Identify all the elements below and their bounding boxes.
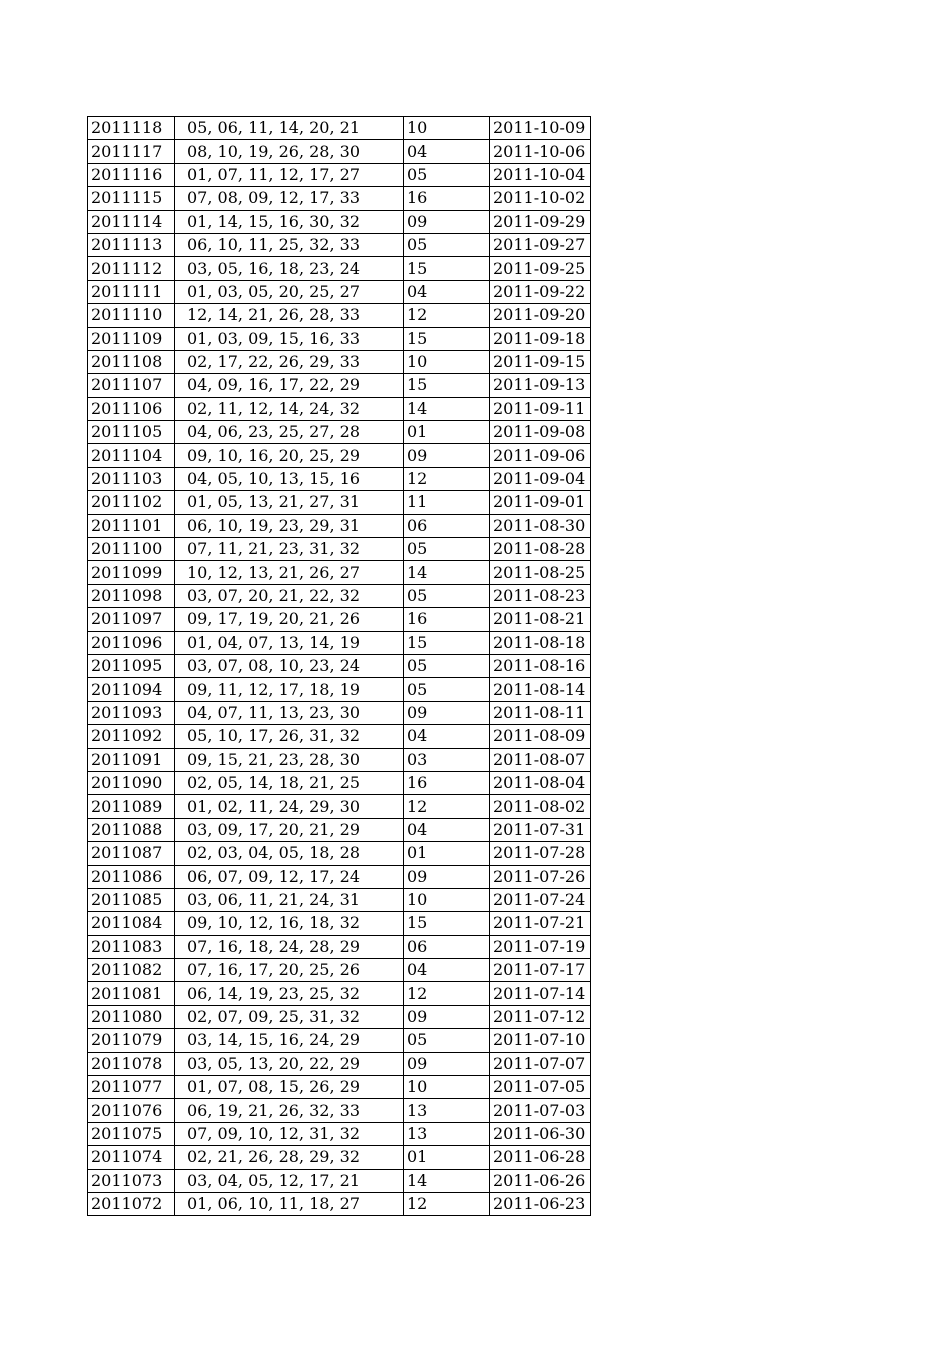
special-number-cell: 13	[404, 1122, 490, 1145]
special-number-cell: 09	[404, 865, 490, 888]
special-number-cell: 10	[404, 1076, 490, 1099]
issue-number-cell: 2011108	[88, 350, 175, 373]
winning-numbers-cell: 02, 03, 04, 05, 18, 28	[175, 842, 404, 865]
issue-number-cell: 2011110	[88, 304, 175, 327]
table-row	[88, 374, 591, 397]
draw-date-cell: 2011-09-27	[490, 233, 591, 256]
issue-number-cell: 2011085	[88, 888, 175, 911]
table-row	[88, 771, 591, 794]
winning-numbers-cell: 04, 06, 23, 25, 27, 28	[175, 421, 404, 444]
draw-date-cell: 2011-07-26	[490, 865, 591, 888]
winning-numbers-cell: 09, 10, 12, 16, 18, 32	[175, 912, 404, 935]
table-row	[88, 280, 591, 303]
draw-date-cell: 2011-09-11	[490, 397, 591, 420]
draw-date-cell: 2011-08-23	[490, 584, 591, 607]
winning-numbers-cell: 07, 09, 10, 12, 31, 32	[175, 1122, 404, 1145]
winning-numbers-cell: 10, 12, 13, 21, 26, 27	[175, 561, 404, 584]
draw-date-cell: 2011-06-26	[490, 1169, 591, 1192]
winning-numbers-cell: 05, 06, 11, 14, 20, 21	[175, 117, 404, 140]
draw-date-cell: 2011-10-09	[490, 117, 591, 140]
winning-numbers-cell: 03, 05, 16, 18, 23, 24	[175, 257, 404, 280]
issue-number-cell: 2011100	[88, 538, 175, 561]
table-row	[88, 912, 591, 935]
table-row	[88, 538, 591, 561]
draw-date-cell: 2011-07-21	[490, 912, 591, 935]
issue-number-cell: 2011116	[88, 163, 175, 186]
winning-numbers-cell: 02, 05, 14, 18, 21, 25	[175, 771, 404, 794]
table-row	[88, 725, 591, 748]
special-number-cell: 12	[404, 467, 490, 490]
special-number-cell: 16	[404, 187, 490, 210]
issue-number-cell: 2011112	[88, 257, 175, 280]
special-number-cell: 16	[404, 771, 490, 794]
draw-date-cell: 2011-08-28	[490, 538, 591, 561]
table-row	[88, 561, 591, 584]
issue-number-cell: 2011118	[88, 117, 175, 140]
winning-numbers-cell: 01, 02, 11, 24, 29, 30	[175, 795, 404, 818]
table-row	[88, 117, 591, 140]
winning-numbers-cell: 06, 10, 11, 25, 32, 33	[175, 233, 404, 256]
issue-number-cell: 2011103	[88, 467, 175, 490]
special-number-cell: 03	[404, 748, 490, 771]
table-row	[88, 748, 591, 771]
draw-date-cell: 2011-09-13	[490, 374, 591, 397]
winning-numbers-cell: 01, 06, 10, 11, 18, 27	[175, 1192, 404, 1215]
winning-numbers-cell: 03, 07, 08, 10, 23, 24	[175, 654, 404, 677]
draw-date-cell: 2011-10-06	[490, 140, 591, 163]
table-row	[88, 1005, 591, 1028]
special-number-cell: 06	[404, 514, 490, 537]
draw-date-cell: 2011-07-12	[490, 1005, 591, 1028]
table-row	[88, 397, 591, 420]
table-row	[88, 654, 591, 677]
issue-number-cell: 2011089	[88, 795, 175, 818]
winning-numbers-cell: 09, 17, 19, 20, 21, 26	[175, 608, 404, 631]
draw-date-cell: 2011-07-17	[490, 959, 591, 982]
special-number-cell: 09	[404, 1052, 490, 1075]
special-number-cell: 09	[404, 210, 490, 233]
issue-number-cell: 2011091	[88, 748, 175, 771]
special-number-cell: 14	[404, 397, 490, 420]
table-row	[88, 140, 591, 163]
winning-numbers-cell: 04, 05, 10, 13, 15, 16	[175, 467, 404, 490]
table-row	[88, 210, 591, 233]
special-number-cell: 10	[404, 117, 490, 140]
special-number-cell: 09	[404, 701, 490, 724]
issue-number-cell: 2011101	[88, 514, 175, 537]
issue-number-cell: 2011105	[88, 421, 175, 444]
issue-number-cell: 2011107	[88, 374, 175, 397]
winning-numbers-cell: 04, 07, 11, 13, 23, 30	[175, 701, 404, 724]
table-row	[88, 935, 591, 958]
draw-date-cell: 2011-08-18	[490, 631, 591, 654]
special-number-cell: 01	[404, 1146, 490, 1169]
issue-number-cell: 2011093	[88, 701, 175, 724]
special-number-cell: 12	[404, 1192, 490, 1215]
table-row	[88, 1029, 591, 1052]
special-number-cell: 10	[404, 350, 490, 373]
table-row	[88, 608, 591, 631]
winning-numbers-cell: 09, 10, 16, 20, 25, 29	[175, 444, 404, 467]
table-row	[88, 584, 591, 607]
special-number-cell: 14	[404, 561, 490, 584]
special-number-cell: 10	[404, 888, 490, 911]
table-row	[88, 1169, 591, 1192]
table-row	[88, 1192, 591, 1215]
issue-number-cell: 2011090	[88, 771, 175, 794]
issue-number-cell: 2011113	[88, 233, 175, 256]
issue-number-cell: 2011087	[88, 842, 175, 865]
special-number-cell: 01	[404, 421, 490, 444]
issue-number-cell: 2011117	[88, 140, 175, 163]
draw-date-cell: 2011-08-07	[490, 748, 591, 771]
issue-number-cell: 2011099	[88, 561, 175, 584]
issue-number-cell: 2011078	[88, 1052, 175, 1075]
table-row	[88, 304, 591, 327]
draw-date-cell: 2011-09-04	[490, 467, 591, 490]
draw-date-cell: 2011-09-01	[490, 491, 591, 514]
draw-date-cell: 2011-07-10	[490, 1029, 591, 1052]
table-row	[88, 1146, 591, 1169]
special-number-cell: 16	[404, 608, 490, 631]
table-row	[88, 1076, 591, 1099]
issue-number-cell: 2011076	[88, 1099, 175, 1122]
winning-numbers-cell: 01, 07, 11, 12, 17, 27	[175, 163, 404, 186]
table-row	[88, 795, 591, 818]
table-row	[88, 678, 591, 701]
issue-number-cell: 2011104	[88, 444, 175, 467]
issue-number-cell: 2011097	[88, 608, 175, 631]
special-number-cell: 15	[404, 912, 490, 935]
table-row	[88, 421, 591, 444]
issue-number-cell: 2011092	[88, 725, 175, 748]
issue-number-cell: 2011084	[88, 912, 175, 935]
draw-date-cell: 2011-09-15	[490, 350, 591, 373]
draw-date-cell: 2011-07-07	[490, 1052, 591, 1075]
winning-numbers-cell: 07, 16, 17, 20, 25, 26	[175, 959, 404, 982]
issue-number-cell: 2011088	[88, 818, 175, 841]
special-number-cell: 04	[404, 725, 490, 748]
draw-date-cell: 2011-10-02	[490, 187, 591, 210]
special-number-cell: 15	[404, 327, 490, 350]
draw-date-cell: 2011-08-14	[490, 678, 591, 701]
winning-numbers-cell: 03, 07, 20, 21, 22, 32	[175, 584, 404, 607]
draw-results-table	[87, 116, 591, 1216]
draw-date-cell: 2011-06-28	[490, 1146, 591, 1169]
draw-date-cell: 2011-09-29	[490, 210, 591, 233]
table-row	[88, 187, 591, 210]
winning-numbers-cell: 03, 06, 11, 21, 24, 31	[175, 888, 404, 911]
draw-date-cell: 2011-07-19	[490, 935, 591, 958]
special-number-cell: 04	[404, 140, 490, 163]
winning-numbers-cell: 06, 10, 19, 23, 29, 31	[175, 514, 404, 537]
winning-numbers-cell: 01, 04, 07, 13, 14, 19	[175, 631, 404, 654]
winning-numbers-cell: 07, 11, 21, 23, 31, 32	[175, 538, 404, 561]
winning-numbers-cell: 03, 05, 13, 20, 22, 29	[175, 1052, 404, 1075]
winning-numbers-cell: 09, 15, 21, 23, 28, 30	[175, 748, 404, 771]
issue-number-cell: 2011072	[88, 1192, 175, 1215]
issue-number-cell: 2011095	[88, 654, 175, 677]
winning-numbers-cell: 08, 10, 19, 26, 28, 30	[175, 140, 404, 163]
special-number-cell: 05	[404, 678, 490, 701]
winning-numbers-cell: 01, 14, 15, 16, 30, 32	[175, 210, 404, 233]
issue-number-cell: 2011115	[88, 187, 175, 210]
draw-date-cell: 2011-09-08	[490, 421, 591, 444]
issue-number-cell: 2011086	[88, 865, 175, 888]
draw-date-cell: 2011-07-31	[490, 818, 591, 841]
draw-date-cell: 2011-09-25	[490, 257, 591, 280]
issue-number-cell: 2011080	[88, 1005, 175, 1028]
draw-date-cell: 2011-08-04	[490, 771, 591, 794]
winning-numbers-cell: 06, 07, 09, 12, 17, 24	[175, 865, 404, 888]
winning-numbers-cell: 07, 08, 09, 12, 17, 33	[175, 187, 404, 210]
special-number-cell: 05	[404, 538, 490, 561]
draw-date-cell: 2011-07-03	[490, 1099, 591, 1122]
issue-number-cell: 2011096	[88, 631, 175, 654]
issue-number-cell: 2011102	[88, 491, 175, 514]
table-row	[88, 701, 591, 724]
issue-number-cell: 2011083	[88, 935, 175, 958]
winning-numbers-cell: 01, 03, 09, 15, 16, 33	[175, 327, 404, 350]
special-number-cell: 04	[404, 959, 490, 982]
special-number-cell: 13	[404, 1099, 490, 1122]
table-row	[88, 491, 591, 514]
draw-date-cell: 2011-09-20	[490, 304, 591, 327]
special-number-cell: 05	[404, 654, 490, 677]
winning-numbers-cell: 01, 07, 08, 15, 26, 29	[175, 1076, 404, 1099]
table-row	[88, 1122, 591, 1145]
draw-date-cell: 2011-09-22	[490, 280, 591, 303]
draw-date-cell: 2011-07-28	[490, 842, 591, 865]
draw-date-cell: 2011-07-14	[490, 982, 591, 1005]
table-row	[88, 959, 591, 982]
table-row	[88, 1099, 591, 1122]
issue-number-cell: 2011079	[88, 1029, 175, 1052]
draw-date-cell: 2011-07-05	[490, 1076, 591, 1099]
issue-number-cell: 2011081	[88, 982, 175, 1005]
winning-numbers-cell: 02, 11, 12, 14, 24, 32	[175, 397, 404, 420]
winning-numbers-cell: 01, 05, 13, 21, 27, 31	[175, 491, 404, 514]
issue-number-cell: 2011073	[88, 1169, 175, 1192]
draw-date-cell: 2011-08-09	[490, 725, 591, 748]
winning-numbers-cell: 12, 14, 21, 26, 28, 33	[175, 304, 404, 327]
issue-number-cell: 2011106	[88, 397, 175, 420]
special-number-cell: 09	[404, 1005, 490, 1028]
draw-date-cell: 2011-08-21	[490, 608, 591, 631]
table-row	[88, 257, 591, 280]
draw-date-cell: 2011-08-25	[490, 561, 591, 584]
table-row	[88, 631, 591, 654]
table-row	[88, 467, 591, 490]
special-number-cell: 12	[404, 795, 490, 818]
winning-numbers-cell: 03, 09, 17, 20, 21, 29	[175, 818, 404, 841]
winning-numbers-cell: 09, 11, 12, 17, 18, 19	[175, 678, 404, 701]
draw-date-cell: 2011-09-06	[490, 444, 591, 467]
table-row	[88, 350, 591, 373]
winning-numbers-cell: 05, 10, 17, 26, 31, 32	[175, 725, 404, 748]
special-number-cell: 05	[404, 1029, 490, 1052]
special-number-cell: 14	[404, 1169, 490, 1192]
table-row	[88, 233, 591, 256]
table-row	[88, 865, 591, 888]
special-number-cell: 05	[404, 163, 490, 186]
special-number-cell: 12	[404, 982, 490, 1005]
table-row	[88, 982, 591, 1005]
winning-numbers-cell: 03, 14, 15, 16, 24, 29	[175, 1029, 404, 1052]
table-row	[88, 444, 591, 467]
table-row	[88, 327, 591, 350]
issue-number-cell: 2011077	[88, 1076, 175, 1099]
winning-numbers-cell: 02, 21, 26, 28, 29, 32	[175, 1146, 404, 1169]
special-number-cell: 15	[404, 257, 490, 280]
winning-numbers-cell: 01, 03, 05, 20, 25, 27	[175, 280, 404, 303]
issue-number-cell: 2011074	[88, 1146, 175, 1169]
issue-number-cell: 2011082	[88, 959, 175, 982]
special-number-cell: 04	[404, 280, 490, 303]
table-row	[88, 163, 591, 186]
winning-numbers-cell: 06, 19, 21, 26, 32, 33	[175, 1099, 404, 1122]
special-number-cell: 15	[404, 631, 490, 654]
winning-numbers-cell: 02, 17, 22, 26, 29, 33	[175, 350, 404, 373]
winning-numbers-cell: 04, 09, 16, 17, 22, 29	[175, 374, 404, 397]
issue-number-cell: 2011098	[88, 584, 175, 607]
winning-numbers-cell: 02, 07, 09, 25, 31, 32	[175, 1005, 404, 1028]
table-row	[88, 514, 591, 537]
special-number-cell: 06	[404, 935, 490, 958]
special-number-cell: 15	[404, 374, 490, 397]
draw-date-cell: 2011-07-24	[490, 888, 591, 911]
special-number-cell: 01	[404, 842, 490, 865]
special-number-cell: 09	[404, 444, 490, 467]
winning-numbers-cell: 06, 14, 19, 23, 25, 32	[175, 982, 404, 1005]
table-row	[88, 1052, 591, 1075]
special-number-cell: 11	[404, 491, 490, 514]
draw-date-cell: 2011-08-30	[490, 514, 591, 537]
table-row	[88, 818, 591, 841]
draw-date-cell: 2011-10-04	[490, 163, 591, 186]
draw-results-body	[88, 117, 591, 1216]
table-row	[88, 888, 591, 911]
issue-number-cell: 2011094	[88, 678, 175, 701]
issue-number-cell: 2011075	[88, 1122, 175, 1145]
special-number-cell: 05	[404, 584, 490, 607]
draw-date-cell: 2011-09-18	[490, 327, 591, 350]
issue-number-cell: 2011114	[88, 210, 175, 233]
special-number-cell: 05	[404, 233, 490, 256]
table-row	[88, 842, 591, 865]
issue-number-cell: 2011109	[88, 327, 175, 350]
draw-date-cell: 2011-06-30	[490, 1122, 591, 1145]
draw-date-cell: 2011-06-23	[490, 1192, 591, 1215]
winning-numbers-cell: 07, 16, 18, 24, 28, 29	[175, 935, 404, 958]
special-number-cell: 12	[404, 304, 490, 327]
issue-number-cell: 2011111	[88, 280, 175, 303]
winning-numbers-cell: 03, 04, 05, 12, 17, 21	[175, 1169, 404, 1192]
draw-date-cell: 2011-08-16	[490, 654, 591, 677]
draw-date-cell: 2011-08-11	[490, 701, 591, 724]
draw-date-cell: 2011-08-02	[490, 795, 591, 818]
special-number-cell: 04	[404, 818, 490, 841]
